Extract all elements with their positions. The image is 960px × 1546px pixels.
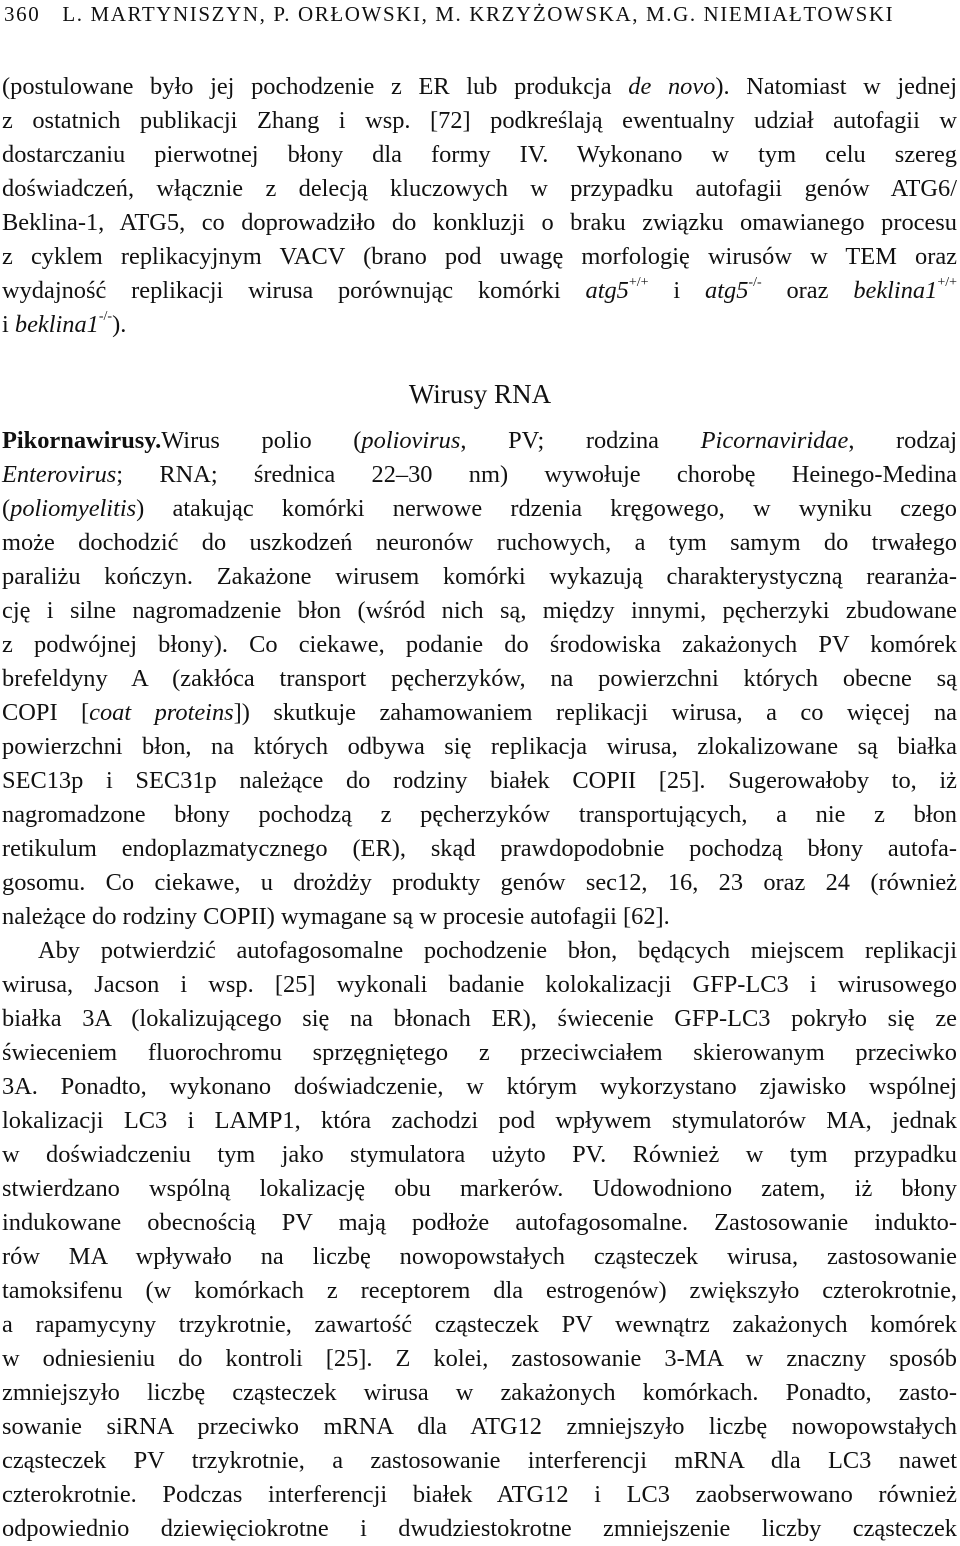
- running-header-authors: L. MARTYNISZYN, P. ORŁOWSKI, M. KRZYŻOWSKA, M.G. NIEMIAŁTOWSKI: [62, 2, 895, 26]
- text-line: rów MA wpływało na liczbę nowopowstałych cząsteczek wirusa, zastosowanie: [2, 1243, 957, 1270]
- text-line: z cyklem replikacyjnym VACV (brano pod uwagę morfologię wirusów w TEM oraz: [2, 243, 957, 270]
- text-line: z podwójnej błony). Co ciekawe, podanie do środowiska zakażonych PV komórek: [2, 631, 957, 658]
- text-line: i beklina1-/-).: [2, 308, 127, 338]
- text-line: paraliżu kończyn. Zakażone wirusem komórki wykazują charakterystyczną rearanża-: [2, 563, 957, 590]
- genotype-superscript: +/+: [937, 274, 957, 290]
- text-line: Beklina-1, ATG5, co doprowadziło do konkluzji o braku związku omawianego procesu: [2, 209, 957, 236]
- text-line: indukowane obecnością PV mają podłoże autofagosomalne. Zastosowanie indukto-: [2, 1209, 957, 1236]
- subsection-lead: Pikornawirusy.: [2, 427, 162, 454]
- page-number: 360: [4, 2, 41, 26]
- text-line: Pikornawirusy.Wirus polio (poliovirus, PV; rodzina Picornaviridae, rodzaj: [2, 427, 957, 454]
- text-line: powierzchni błon, na których odbywa się replikacja wirusa, zlokalizowane są białka: [2, 733, 957, 760]
- gene-name: beklina1: [853, 277, 938, 304]
- gene-name: atg5: [705, 277, 749, 304]
- text-line: dostarczaniu pierwotnej błony dla formy IV. Wykonano w tym celu szereg: [2, 141, 957, 168]
- gene-name: beklina1: [14, 311, 99, 338]
- running-header: [4, 0, 956, 32]
- text-line: w doświadczeniu tym jako stymulatora użyto PV. Również w tym przypadku: [2, 1141, 957, 1168]
- paragraph-picornaviruses: [2, 424, 957, 1546]
- text-line: COPI [coat proteins]) skutkuje zahamowaniem replikacji wirusa, a co więcej na: [2, 699, 957, 726]
- text-line: w odniesieniu do kontroli [25]. Z kolei, zastosowanie 3-MA w znaczny sposób: [2, 1345, 957, 1372]
- section-heading: Wirusy RNA: [408, 379, 552, 409]
- text-line: lokalizacji LC3 i LAMP1, która zachodzi pod wpływem stymulatorów MA, jednak: [2, 1107, 957, 1134]
- text-line: zmniejszyło liczbę cząsteczek wirusa w zakażonych komórkach. Ponadto, zasto-: [2, 1379, 957, 1406]
- text-line: czterokrotnie. Podczas interferencji białek ATG12 i LC3 zaobserwowano również: [2, 1481, 957, 1508]
- text-line: wydajność replikacji wirusa porównując komórki atg5+/+ i atg5-/- oraz beklina1+/+: [2, 274, 957, 304]
- text-line: tamoksifenu (w komórkach z receptorem dla estrogenów) zwiększyło czterokrotnie,: [2, 1277, 957, 1304]
- text-line: brefeldyny A (zakłóca transport pęcherzyków, na powierzchni których obecne są: [2, 665, 957, 692]
- text-line: świeceniem fluorochromu sprzęgniętego z przeciwciałem skierowanym przeciwko: [2, 1039, 957, 1066]
- text-line: Aby potwierdzić autofagosomalne pochodzenie błon, będących miejscem replikacji: [38, 937, 957, 964]
- text-line: Enterovirus; RNA; średnica 22–30 nm) wywołuje chorobę Heinego-Medina: [2, 461, 957, 488]
- text-line: a rapamycyny trzykrotnie, zawartość cząsteczek PV wewnątrz zakażonych komórek: [2, 1311, 957, 1338]
- text-line: SEC13p i SEC31p należące do rodziny białek COPII [25]. Sugerowałoby to, iż: [2, 767, 957, 794]
- text-line: stwierdzano wspólną lokalizację obu markerów. Udowodniono zatem, iż błony: [2, 1175, 957, 1202]
- text-line: z ostatnich publikacji Zhang i wsp. [72] podkreślają ewentualny udział autofagii w: [2, 107, 957, 134]
- text-line: retikulum endoplazmatycznego (ER), skąd prawdopodobnie pochodzą błony autofa-: [2, 835, 957, 862]
- text-line: może dochodzić do uszkodzeń neuronów ruchowych, a tym samym do trwałego: [2, 529, 957, 556]
- text-line: cząsteczek PV trzykrotnie, a zastosowanie interferencji mRNA dla LC3 nawet: [2, 1447, 957, 1474]
- text-line: wirusa, Jacson i wsp. [25] wykonali badanie kolokalizacji GFP-LC3 i wirusowego: [2, 971, 957, 998]
- text-line: sowanie siRNA przeciwko mRNA dla ATG12 zmniejszyło liczbę nowopowstałych: [2, 1413, 957, 1440]
- text-line: doświadczeń, włącznie z delecją kluczowych w przypadku autofagii genów ATG6/: [2, 175, 957, 202]
- genotype-superscript: -/-: [748, 274, 762, 290]
- genotype-superscript: +/+: [628, 274, 649, 290]
- text-line: gosomu. Co ciekawe, u drożdży produkty genów sec12, 16, 23 oraz 24 (również: [2, 869, 957, 896]
- text-line: cję i silne nagromadzenie błon (wśród nich są, między innymi, pęcherzyki zbudowane: [2, 597, 957, 624]
- gene-name: atg5: [585, 277, 629, 304]
- genotype-superscript: -/-: [98, 308, 113, 324]
- text-line: nagromadzone błony pochodzą z pęcherzyków transportujących, a nie z błon: [2, 801, 957, 828]
- text-line: (poliomyelitis) atakując komórki nerwowe rdzenia kręgowego, w wyniku czego: [2, 495, 957, 522]
- text-line: 3A. Ponadto, wykonano doświadczenie, w którym wykorzystano zjawisko wspólnej: [2, 1073, 957, 1100]
- text-line: (postulowane było jej pochodzenie z ER lub produkcja de novo). Natomiast w jednej: [2, 73, 958, 100]
- text-line: białka 3A (lokalizującego się na błonach ER), świecenie GFP-LC3 pokryło się ze: [2, 1005, 957, 1032]
- text-line: należące do rodziny COPII) wymagane są w procesie autofagii [62].: [2, 903, 670, 930]
- paragraph-vacv-autophagy: [2, 70, 957, 342]
- text-line: odpowiednio dziewięciokrotne i dwudziestokrotne zmniejszenie liczby cząsteczek: [2, 1515, 957, 1542]
